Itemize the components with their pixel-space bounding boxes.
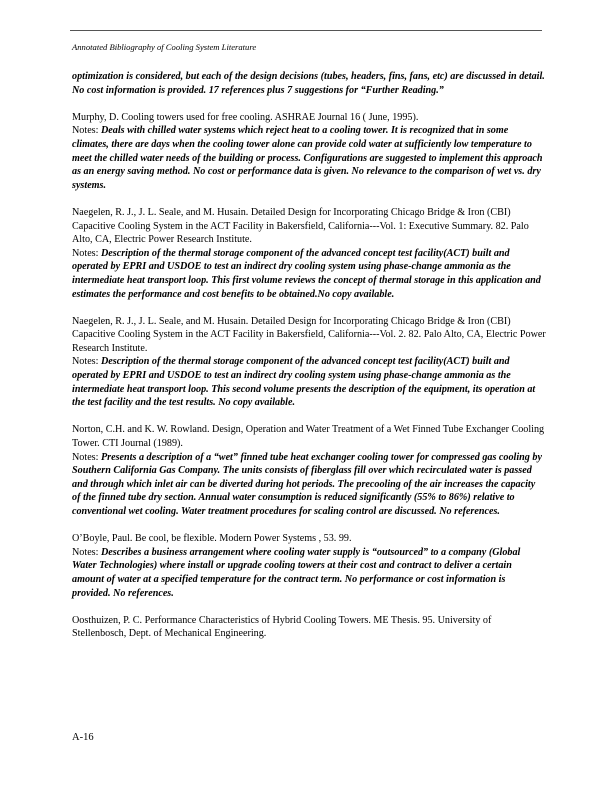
notes-text: Description of the thermal storage component of the advanced concept test facility(ACT) built and operated by EPRI and USDOE to test an indirect dry cooling system using phase-change ammonia as the intermediate heat transport loop. This second volume presents the description of the equipment, its operation at the test facility and the test results. No copy available. (72, 356, 536, 409)
notes-label: Notes: (72, 356, 99, 368)
citation: O’Boyle, Paul. Be cool, be flexible. Modern Power Systems , 53. 99. (72, 533, 352, 545)
notes-label: Notes: (72, 546, 99, 558)
notes-text: Describes a business arrangement where cooling water supply is “outsourced” to a company (Global Water Technologies) where install or upgrade cooling towers at their cost and contract to deliver a certain amount of water at a specified temperature for the contract term. No performance or cost information is provided. No references. (72, 546, 521, 599)
notes-text: Deals with chilled water systems which reject heat to a cooling tower. It is recognized that in some climates, there are days when the cooling tower alone can provide cold water at sufficiently low temperature to meet the chilled water needs of the building or process. Configurations are suggested to implement this approach as an energy saving method. No cost or performance data is given. No relevance to the comparison of wet vs. dry systems. (72, 125, 543, 191)
bibliography-entry (72, 423, 546, 518)
bibliography-entry (72, 614, 546, 641)
bibliography-entry (72, 315, 546, 410)
citation: Murphy, D. Cooling towers used for free cooling. ASHRAE Journal 16 ( June, 1995). (72, 111, 419, 123)
page-number: A-16 (72, 732, 94, 743)
page-body (72, 70, 546, 655)
notes-label: Notes: (72, 247, 99, 259)
bibliography-entry (72, 532, 546, 600)
notes-text: Presents a description of a “wet” finned tube heat exchanger cooling tower for compressed gas cooling by Southern California Gas Company. The units consists of fiberglass fill over which recirculated water is passed and through which inlet air can be diverted during hot periods. The precooling of the air increases the capacity of the finned tube dry section. Annual water consumption is reduced significantly (55% to 86%) relative to conventional wet cooling. Water treatment procedures for scaling control are discussed. No references. (72, 451, 542, 517)
notes-text: Description of the thermal storage component of the advanced concept test facility(ACT) built and operated by EPRI and USDOE to test an indirect dry cooling system using phase-change ammonia as the intermediate heat transport loop. This first volume reviews the concept of thermal storage in this application and estimates the performance and cost benefits to be obtained.No copy available. (72, 247, 541, 300)
citation: Naegelen, R. J., J. L. Seale, and M. Husain. Detailed Design for Incorporating Chicago Bridge & Iron (CBI) Capacitive Cooling System in the ACT Facility in Bakersfield, California---Vol. 2. 82. Palo Alto, CA, Electric Power Research Institute. (72, 315, 546, 354)
citation: Oosthuizen, P. C. Performance Characteristics of Hybrid Cooling Towers. ME Thesis. 95. University of Stellenbosch, Dept. of Mechanical Engineering. (72, 614, 492, 640)
bibliography-entry (72, 111, 546, 193)
running-header: Annotated Bibliography of Cooling System Literature (72, 42, 257, 52)
continuation-paragraph: optimization is considered, but each of the design decisions (tubes, headers, fins, fans, etc) are discussed in detail. No cost information is provided. 17 references plus 7 suggestions for “Further Reading.” (72, 71, 545, 96)
header-rule (70, 30, 542, 31)
notes-label: Notes: (72, 125, 99, 137)
notes-label: Notes: (72, 451, 99, 463)
bibliography-entry (72, 206, 546, 301)
citation: Norton, C.H. and K. W. Rowland. Design, Operation and Water Treatment of a Wet Finned Tube Exchanger Cooling Tower. CTI Journal (1989). (72, 424, 545, 450)
citation: Naegelen, R. J., J. L. Seale, and M. Husain. Detailed Design for Incorporating Chicago Bridge & Iron (CBI) Capacitive Cooling System in the ACT Facility in Bakersfield, California---Vol. 1: Executive Summary. 82. Palo Alto, CA, Electric Power Research Institute. (72, 206, 529, 246)
